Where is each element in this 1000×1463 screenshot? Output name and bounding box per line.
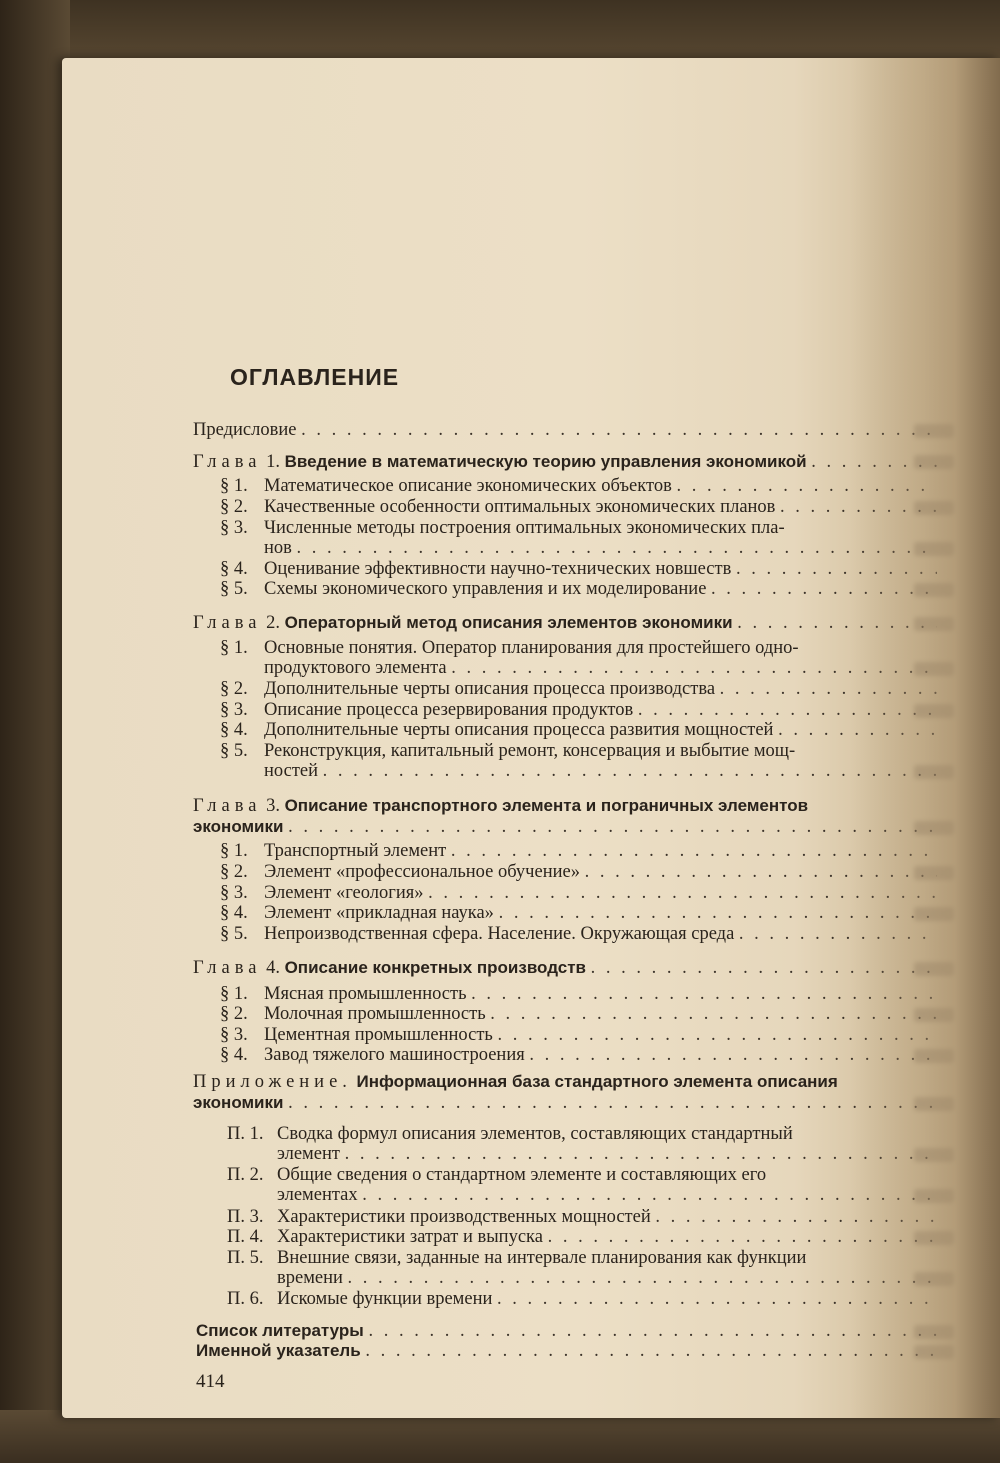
section-number: § 2. <box>220 862 248 882</box>
section-number: § 5. <box>220 924 248 944</box>
page-number-blur <box>914 907 954 921</box>
section-title: Описание процесса резервирования продуктов <box>264 700 634 720</box>
section-title: Элемент «прикладная наука» <box>264 903 494 923</box>
page-number-blur <box>914 704 954 718</box>
page-number-blur <box>914 1189 954 1203</box>
chapter-title-cont: экономики <box>193 817 284 836</box>
toc-chapter-1 <box>193 452 937 472</box>
page-number-blur <box>914 1148 954 1162</box>
toc-appendix-item <box>227 1165 937 1185</box>
page-number-blur <box>914 617 954 631</box>
section-title: Элемент «геология» <box>264 883 424 903</box>
section-title: Качественные особенности оптимальных экономических планов <box>264 497 776 517</box>
section-number: § 5. <box>220 741 248 761</box>
appendix-item-title-cont: времени <box>277 1268 343 1288</box>
section-number: § 5. <box>220 579 248 599</box>
section-title: Дополнительные черты описания процесса развития мощностей <box>264 720 774 740</box>
toc-section <box>220 1025 937 1045</box>
section-title-cont: продуктового элемента <box>264 658 447 678</box>
toc-chapter-continuation <box>193 817 937 837</box>
section-title: Реконструкция, капитальный ремонт, консервация и выбытие мощ- <box>264 741 796 761</box>
chapter-title: Описание конкретных производств <box>284 958 587 977</box>
toc-section-continuation <box>264 538 937 558</box>
chapter-number: 3. <box>266 796 280 816</box>
toc-appendix <box>193 1072 937 1092</box>
toc-section <box>220 518 937 538</box>
chapter-label: Глава <box>193 796 262 816</box>
section-title-cont: ностей <box>264 761 319 781</box>
appendix-item-title: Общие сведения о стандартном элементе и составляющих его <box>277 1165 767 1185</box>
toc-section <box>220 559 937 579</box>
toc-section <box>220 883 937 903</box>
section-title: Схемы экономического управления и их моделирование <box>264 579 707 599</box>
section-number: § 2. <box>220 679 248 699</box>
toc-section-continuation <box>264 658 937 678</box>
section-number: § 3. <box>220 883 248 903</box>
toc-section <box>220 984 937 1004</box>
chapter-label: Глава <box>193 452 262 472</box>
page-number-blur <box>914 583 954 597</box>
page-number-blur <box>914 424 954 438</box>
page-number-blur <box>914 1345 954 1359</box>
section-number: § 3. <box>220 700 248 720</box>
section-title: Основные понятия. Оператор планирования для простейшего одно- <box>264 638 799 658</box>
toc-content <box>62 58 1000 1418</box>
page-number-blur <box>914 1008 954 1022</box>
toc-appendix-continuation <box>193 1093 937 1113</box>
appendix-item-title: Характеристики производственных мощностей <box>277 1207 651 1227</box>
chapter-label: Глава <box>193 613 262 633</box>
toc-section <box>220 638 937 658</box>
toc-entry-label: Предисловие <box>193 420 297 440</box>
toc-section <box>220 741 937 761</box>
appendix-item-title: Характеристики затрат и выпуска <box>277 1227 543 1247</box>
toc-chapter-2 <box>193 613 937 633</box>
toc-appendix-item-continuation <box>277 1144 937 1164</box>
appendix-item-title: Внешние связи, заданные на интервале планирования как функции <box>277 1248 807 1268</box>
page-number-blur <box>914 1272 954 1286</box>
toc-section <box>220 700 937 720</box>
appendix-item-title-cont: элемент <box>277 1144 340 1164</box>
page-number-blur <box>914 1325 954 1339</box>
toc-appendix-item-continuation <box>277 1268 937 1288</box>
appendix-item-number: П. 2. <box>227 1165 264 1185</box>
section-number: § 2. <box>220 1004 248 1024</box>
appendix-item-title: Сводка формул описания элементов, составляющих стандартный <box>277 1124 793 1144</box>
page-number-blur <box>914 821 954 835</box>
appendix-title: Информационная база стандартного элемента описания <box>356 1072 838 1091</box>
section-number: § 4. <box>220 720 248 740</box>
section-title: Дополнительные черты описания процесса производства <box>264 679 716 699</box>
section-title: Элемент «профессиональное обучение» <box>264 862 580 882</box>
toc-appendix-item <box>227 1207 937 1227</box>
page-number-blur <box>914 866 954 880</box>
toc-bibliography <box>196 1321 937 1341</box>
section-title: Численные методы построения оптимальных экономических пла- <box>264 518 785 538</box>
page-number-blur <box>914 455 954 469</box>
chapter-number: 2. <box>266 613 280 633</box>
appendix-label: Приложение. <box>193 1072 352 1092</box>
toc-section <box>220 579 937 599</box>
page-number-blur <box>914 542 954 556</box>
section-title: Непроизводственная сфера. Население. Окружающая среда <box>264 924 735 944</box>
section-title: Завод тяжелого машиностроения <box>264 1045 525 1065</box>
back-matter-title: Именной указатель <box>196 1341 361 1360</box>
toc-appendix-item-continuation <box>277 1185 937 1205</box>
page-number-blur <box>914 962 954 976</box>
section-number: § 1. <box>220 476 248 496</box>
toc-appendix-item <box>227 1289 937 1309</box>
page-number-blur <box>914 1231 954 1245</box>
toc-section <box>220 720 937 740</box>
page-title: ОГЛАВЛЕНИЕ <box>230 364 400 390</box>
toc-chapter-3 <box>193 796 937 816</box>
appendix-title-cont: экономики <box>193 1093 284 1112</box>
section-title: Молочная промышленность <box>264 1004 486 1024</box>
toc-appendix-item <box>227 1227 937 1247</box>
book-spine-shadow <box>0 0 70 1463</box>
appendix-item-title: Искомые функции времени <box>277 1289 493 1309</box>
chapter-number: 1. <box>266 452 280 472</box>
toc-chapter-4 <box>193 958 937 978</box>
appendix-item-number: П. 6. <box>227 1289 264 1309</box>
section-number: § 2. <box>220 497 248 517</box>
book-page <box>62 58 1000 1418</box>
appendix-item-number: П. 4. <box>227 1227 264 1247</box>
section-number: § 1. <box>220 638 248 658</box>
page-folio: 414 <box>196 1371 225 1392</box>
section-number: § 4. <box>220 559 248 579</box>
section-number: § 4. <box>220 903 248 923</box>
appendix-item-title-cont: элементах <box>277 1185 358 1205</box>
section-number: § 1. <box>220 841 248 861</box>
section-title: Транспортный элемент <box>264 841 447 861</box>
section-title: Оценивание эффективности научно-технических новшеств <box>264 559 732 579</box>
toc-section <box>220 862 937 882</box>
toc-section <box>220 841 937 861</box>
appendix-item-number: П. 5. <box>227 1248 264 1268</box>
section-number: § 3. <box>220 518 248 538</box>
back-matter-title: Список литературы <box>196 1321 364 1340</box>
toc-section <box>220 924 937 944</box>
toc-section-continuation <box>264 761 937 781</box>
chapter-number: 4. <box>266 958 280 978</box>
toc-appendix-item <box>227 1124 937 1144</box>
section-number: § 4. <box>220 1045 248 1065</box>
page-number-blur <box>914 1049 954 1063</box>
toc-section <box>220 497 937 517</box>
toc-section <box>220 903 937 923</box>
chapter-label: Глава <box>193 958 262 978</box>
section-title: Мясная промышленность <box>264 984 467 1004</box>
toc-section <box>220 1045 937 1065</box>
section-title: Математическое описание экономических объектов <box>264 476 672 496</box>
appendix-item-number: П. 3. <box>227 1207 264 1227</box>
chapter-title: Введение в математическую теорию управления экономикой <box>284 452 807 471</box>
toc-appendix-item <box>227 1248 937 1268</box>
section-title: Цементная промышленность <box>264 1025 493 1045</box>
chapter-title: Описание транспортного элемента и пограничных элементов <box>284 796 809 815</box>
section-number: § 1. <box>220 984 248 1004</box>
section-number: § 3. <box>220 1025 248 1045</box>
appendix-item-number: П. 1. <box>227 1124 264 1144</box>
toc-entry-preface <box>193 420 937 440</box>
toc-name-index <box>196 1341 937 1361</box>
page-number-blur <box>914 501 954 515</box>
page-number-blur <box>914 662 954 676</box>
section-title-cont: нов <box>264 538 292 558</box>
toc-section <box>220 1004 937 1024</box>
toc-section <box>220 679 937 699</box>
page-number-blur <box>914 1097 954 1111</box>
chapter-title: Операторный метод описания элементов экономики <box>284 613 733 632</box>
toc-section <box>220 476 937 496</box>
page-number-blur <box>914 765 954 779</box>
